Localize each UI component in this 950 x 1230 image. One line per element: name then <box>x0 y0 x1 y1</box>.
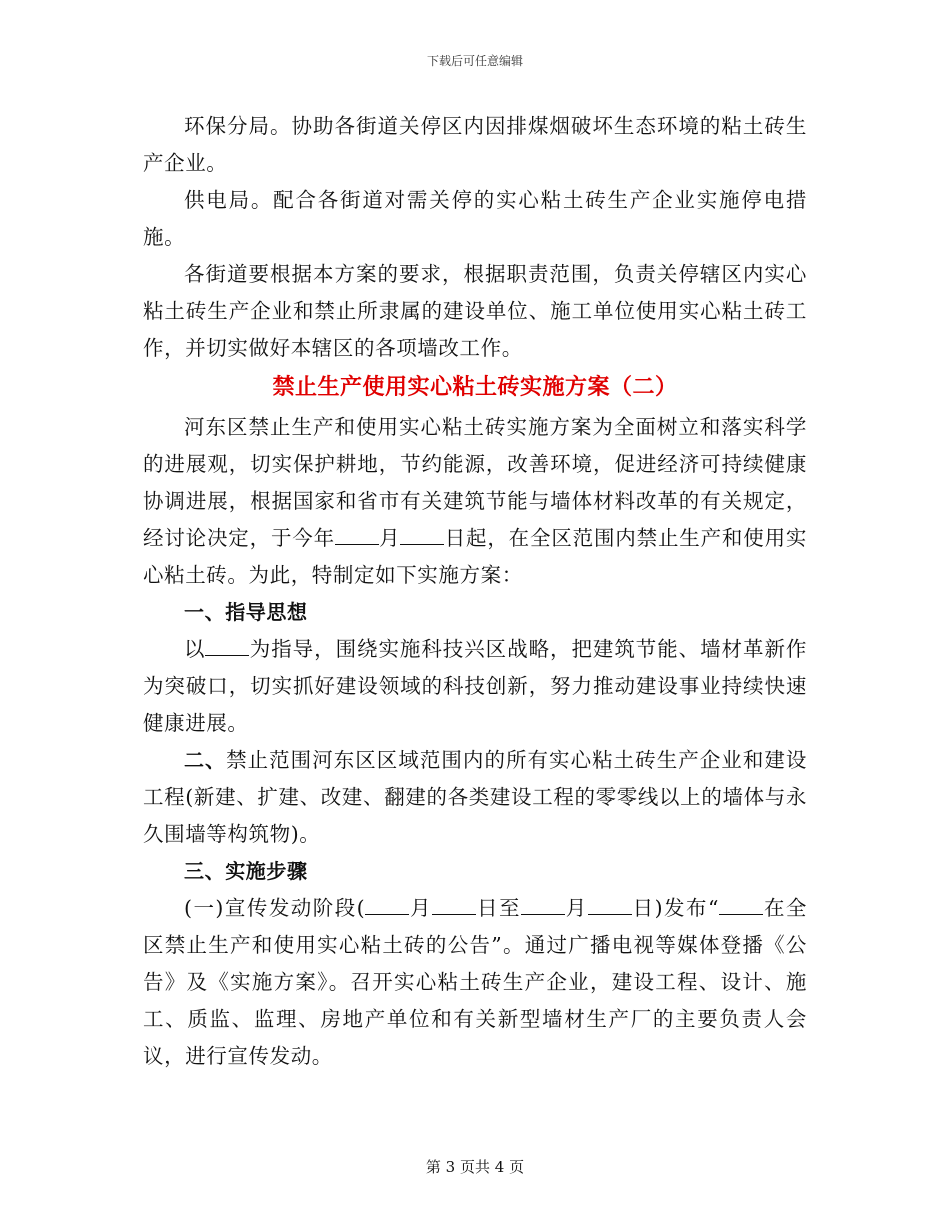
step-text-f: 在全区禁止生产和使用实心粘土砖的公告”。通过广播电视等媒体登播《公告》及《实施方案》。召开实心粘土砖生产企业，建设工程、设计、施工、质监、监理、房地产单位和有关新型墙材生产厂的主要负责人会议，进行宣传发动。 <box>143 896 808 1068</box>
intro-text-a: 河东区禁止生产和使用实心粘土砖实施方案为全面树立和落实科学的进展观，切实保护耕地，节约能源，改善环境，促进经济可持续健康协调进展，根据国家和省市有关建筑节能与墙体材料改革的有关规定，经讨论决定，于今年 <box>143 415 807 550</box>
paragraph-streets: 各街道要根据本方案的要求，根据职责范围，负责关停辖区内实心粘土砖生产企业和禁止所隶属的建设单位、施工单位使用实心粘土砖工作，并切实做好本辖区的各项墙改工作。 <box>143 262 807 360</box>
step-text-b: 月 <box>409 896 433 920</box>
step-text-a: (一)宣传发动阶段( <box>184 896 366 920</box>
paragraph-intro <box>143 409 807 594</box>
guiding-text-b: 为指导，围绕实施科技兴区战略，把建筑节能、墙材革新作为突破口，切实抓好建设领域的科技创新，努力推动建设事业持续快速健康进展。 <box>143 637 807 735</box>
paragraph-step-one <box>143 890 807 1075</box>
blank-day <box>400 526 444 545</box>
step-text-c: 日至 <box>476 896 521 920</box>
blank-guide <box>205 637 249 656</box>
page-footer: 第 3 页共 4 页 <box>425 1158 525 1176</box>
intro-text-c: 日起，在全区范围内禁止生产和使用实心粘土砖。为此，特制定如下实施方案： <box>143 526 807 587</box>
section-title: 禁止生产使用实心粘土砖实施方案（二） <box>272 375 678 400</box>
intro-text-b: 月 <box>378 526 401 550</box>
blank-end-month <box>521 896 565 915</box>
blank-start-day <box>432 896 476 915</box>
step-text-e: 日)发布“ <box>631 896 720 920</box>
page-header: 下载后可任意编辑 <box>426 54 523 68</box>
scope-number: 二、 <box>184 748 227 772</box>
blank-end-day <box>588 896 632 915</box>
blank-start-month <box>365 896 409 915</box>
blank-publisher <box>719 896 763 915</box>
guiding-text-a: 以 <box>184 637 206 661</box>
scope-text: 禁止范围河东区区域范围内的所有实心粘土砖生产企业和建设工程(新建、扩建、改建、翻建的各类建设工程的零零线以上的墙体与永久围墙等构筑物)。 <box>143 748 808 846</box>
step-text-d: 月 <box>564 896 588 920</box>
heading-guiding-thought: 一、指导思想 <box>184 600 308 624</box>
heading-steps: 三、实施步骤 <box>184 859 308 883</box>
paragraph-power-bureau: 供电局。配合各街道对需关停的实心粘土砖生产企业实施停电措施。 <box>143 188 807 249</box>
paragraph-env-bureau: 环保分局。协助各街道关停区内因排煤烟破坏生态环境的粘土砖生产企业。 <box>143 114 807 175</box>
document-body <box>143 108 807 1075</box>
paragraph-guiding-thought <box>143 631 807 742</box>
blank-month <box>335 526 379 545</box>
paragraph-scope <box>143 742 807 853</box>
